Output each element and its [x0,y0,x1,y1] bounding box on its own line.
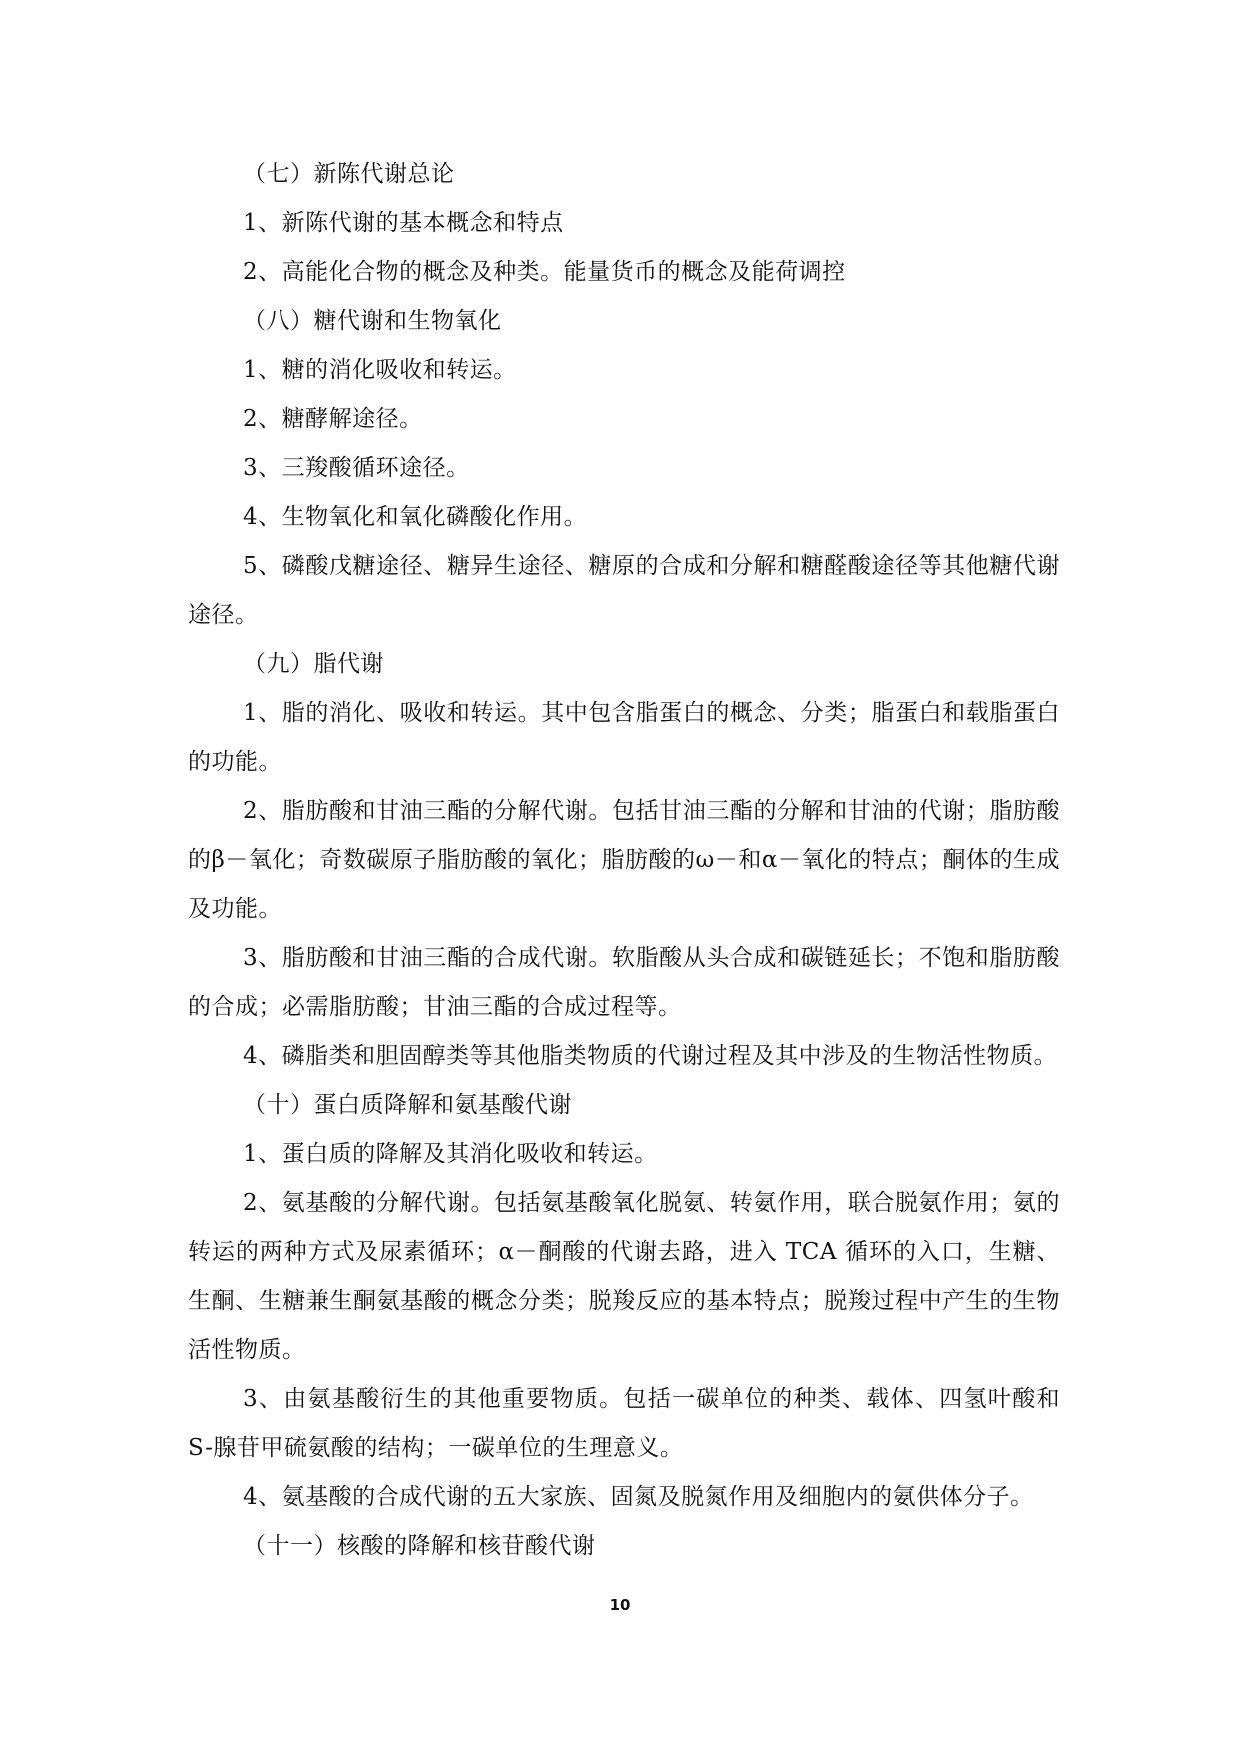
page-number: 10 [609,1596,631,1614]
section-heading-9: （九）脂代谢 [243,651,384,677]
page-content [188,150,1060,1571]
section-heading-8: （八）糖代谢和生物氧化 [243,308,502,334]
list-item: 1、糖的消化吸收和转运。 [243,357,517,383]
list-item: 2、高能化合物的概念及种类。能量货币的概念及能荷调控 [243,259,846,285]
list-item: 4、氨基酸的合成代谢的五大家族、固氮及脱氮作用及细胞内的氨供体分子。 [243,1484,1034,1510]
list-item: 2、氨基酸的分解代谢。包括氨基酸氧化脱氨、转氨作用，联合脱氨作用；氨的转运的两种方式及尿素循环；α－酮酸的代谢去路，进入 TCA 循环的入口，生糖、生酮、生糖兼生酮氨基酸的概念分类；脱羧反应的基本特点；脱羧过程中产生的生物活性物质。 [188,1190,1060,1363]
list-item: 1、蛋白质的降解及其消化吸收和转运。 [243,1141,658,1167]
list-item: 3、由氨基酸衍生的其他重要物质。包括一碳单位的种类、载体、四氢叶酸和 S-腺苷甲硫氨酸的结构；一碳单位的生理意义。 [188,1386,1060,1461]
section-heading-10: （十）蛋白质降解和氨基酸代谢 [243,1092,572,1118]
list-item: 1、新陈代谢的基本概念和特点 [243,210,564,236]
list-item: 2、糖酵解途径。 [243,406,423,432]
list-item: 5、磷酸戊糖途径、糖异生途径、糖原的合成和分解和糖醛酸途径等其他糖代谢途径。 [188,553,1060,628]
section-heading-11: （十一）核酸的降解和核苷酸代谢 [243,1533,596,1559]
list-item: 4、生物氧化和氧化磷酸化作用。 [243,504,588,530]
list-item: 3、三羧酸循环途径。 [243,455,470,481]
section-heading-7: （七）新陈代谢总论 [243,161,455,187]
list-item: 4、磷脂类和胆固醇类等其他脂类物质的代谢过程及其中涉及的生物活性物质。 [243,1043,1058,1069]
list-item: 3、脂肪酸和甘油三酯的合成代谢。软脂酸从头合成和碳链延长；不饱和脂肪酸的合成；必需脂肪酸；甘油三酯的合成过程等。 [188,945,1060,1020]
list-item: 2、脂肪酸和甘油三酯的分解代谢。包括甘油三酯的分解和甘油的代谢；脂肪酸的β－氧化；奇数碳原子脂肪酸的氧化；脂肪酸的ω－和α－氧化的特点；酮体的生成及功能。 [188,798,1060,922]
list-item: 1、脂的消化、吸收和转运。其中包含脂蛋白的概念、分类；脂蛋白和载脂蛋白的功能。 [188,700,1060,775]
